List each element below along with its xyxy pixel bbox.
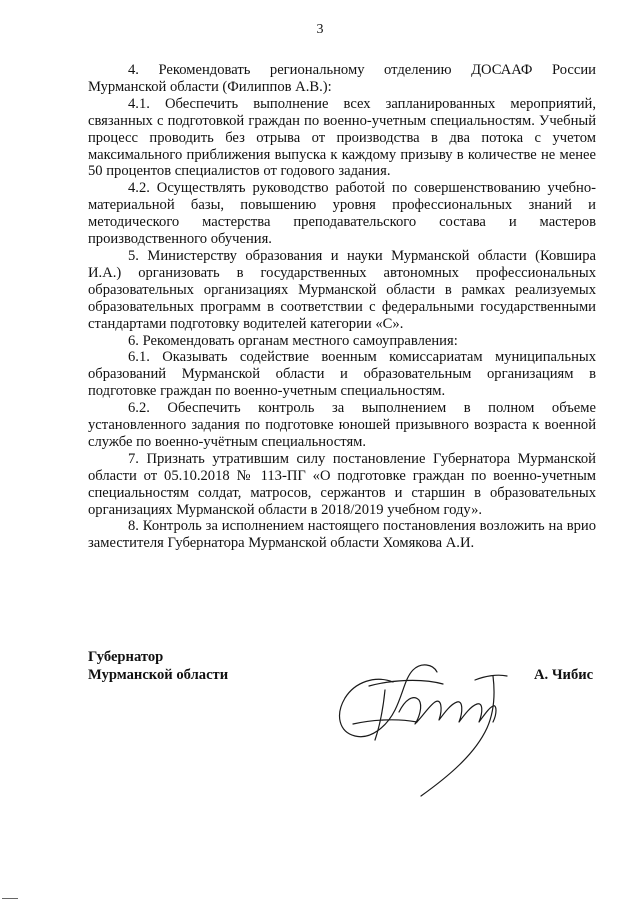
signer-title: [88, 648, 228, 684]
paragraph-6-1: 6.1. Оказывать содействие военным комиссариатам муниципальных образований Мурманской области и образовательным организациям в подготовке граждан по военно-учетным специальностям.: [88, 349, 596, 400]
paragraph-4-1: 4.1. Обеспечить выполнение всех запланированных мероприятий, связанных с подготовкой граждан по военно-учетным специальностям. Учебный процесс проводить без отрыва от производства в два потока с учетом максимального приближения выпуска к каждому призыву в количестве не менее 50 процентов специалистов от годового задания.: [88, 95, 596, 180]
footer-divider: [2, 898, 18, 899]
paragraph-6: 6. Рекомендовать органам местного самоуправления:: [128, 332, 458, 349]
paragraph-6-2: 6.2. Обеспечить контроль за выполнением в полном объеме установленного задания по подготовке юношей призывного возраста к военной службе по военно-учётным специальностям.: [88, 400, 596, 450]
signer-title-line-2: Мурманской области: [88, 667, 229, 683]
signer-name: А. Чибис: [534, 667, 594, 683]
handwritten-signature: [325, 620, 515, 800]
signer-title-line-1: Губернатор: [88, 649, 164, 665]
paragraph-4-2: 4.2. Осуществлять руководство работой по совершенствованию учебно-материальной базы, повышению уровня профессиональных знаний и методического мастерства преподавательского состава и мастеров производственного обучения.: [88, 180, 596, 248]
paragraph-4: 4. Рекомендовать региональному отделению ДОСААФ России Мурманской области (Филиппов А.В.):: [88, 62, 596, 95]
paragraph-5: 5. Министерству образования и науки Мурманской области (Ковшира И.А.) организовать в государственных автономных профессиональных образовательных организациях Мурманской области в рамках реализуемых образовательных программ в соответствии с федеральными государственными стандартами подготовку водителей категории «С».: [88, 247, 596, 332]
page-number: 3: [316, 22, 324, 37]
document-body: [88, 62, 596, 552]
paragraph-7: 7. Признать утратившим силу постановление Губернатора Мурманской области от 05.10.2018 № 113-ПГ «О подготовке граждан по военно-учетным специальностям солдат, матросов, сержантов и старшин в образовательных организациях Мурманской области в 2018/2019 учебном году».: [88, 450, 596, 518]
paragraph-8: 8. Контроль за исполнением настоящего постановления возложить на врио заместителя Губернатора Мурманской области Хомякова А.И.: [88, 518, 596, 552]
